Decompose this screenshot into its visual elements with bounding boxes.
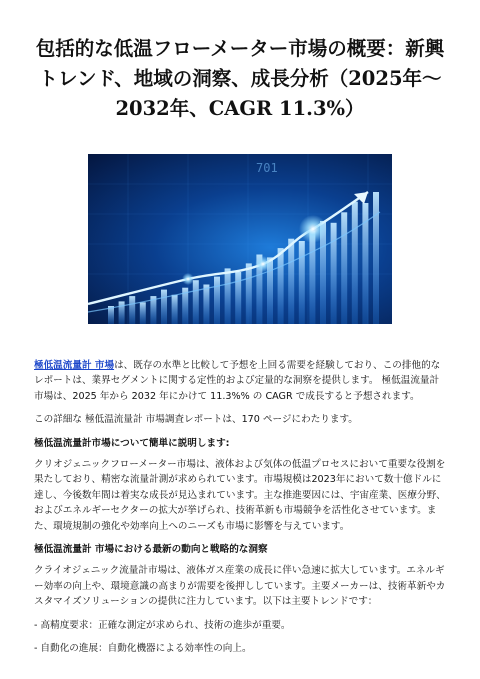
chart-bar	[341, 212, 347, 324]
chart-bar	[129, 296, 135, 324]
chart-bar	[193, 280, 199, 324]
trend-bullet: - 自動化の進展：自動化機器による効率性の向上。	[34, 643, 252, 655]
chart-bar	[299, 241, 305, 324]
chart-bar	[373, 192, 379, 324]
chart-bar	[140, 302, 146, 324]
title-line-2: トレンド、地域の洞察、成長分析（2025年〜	[38, 67, 442, 90]
growth-chart-image	[88, 154, 392, 324]
chart-label: 701	[256, 161, 278, 175]
section-heading-trends: 極低温流量計 市場における最新の動向と戦略的な洞察	[34, 544, 268, 556]
intro-paragraph	[34, 358, 446, 404]
trends-paragraph: クライオジェニック流量計市場は、液体ガス産業の成長に伴い急速に拡大しています。エネルギー効率の向上や、環境意識の高まりが需要を後押ししています。主要メーカーは、技術革新やカスタマイズソリューションの提供に注力しています。以下は主要トレンドです：	[34, 565, 446, 608]
glow-point	[182, 273, 194, 285]
document-title	[34, 34, 446, 124]
overview-paragraph: クリオジェニックフローメーター市場は、液体および気体の低温プロセスにおいて重要な役割を果たしており、精密な流量計測が求められています。市場規模は2023年において数十億ドルに達し、今後数年間は着実な成長が見込まれています。主な推進要因には、宇宙産業、医療分野、およびエネルギーセクターの拡大が挙げられ、技術革新も市場競争を活性化させています。また、環境規制の強化や効率向上へのニーズも市場に影響を与えています。	[34, 459, 446, 532]
chart-bar	[352, 202, 358, 324]
report-pages-paragraph: この詳細な 極低温流量計 市場調査レポートは、170 ページにわたります。	[34, 414, 358, 426]
section-heading-overview: 極低温流量計市場について簡単に説明します:	[34, 437, 230, 449]
chart-bar	[119, 301, 125, 324]
glow-point	[255, 256, 271, 272]
chart-bar	[172, 295, 178, 324]
intro-text: は、既存の水準と比較して予想を上回る需要を経験しており、この排他的なレポートは、業界セグメントに関する定性的および定量的な洞察を提供します。 極低温流量計市場は、2025 年から 2032 年にかけて 11.3%% の CAGR で成長すると予想されます。	[34, 360, 441, 402]
chart-bar	[203, 285, 209, 325]
glow-point	[299, 215, 327, 243]
chart-bar	[246, 263, 252, 324]
chart-bar	[161, 290, 167, 324]
title-line-1: 包括的な低温フローメーター市場の概要：新興	[35, 37, 445, 60]
chart-bar	[331, 223, 337, 324]
chart-bar	[288, 239, 294, 324]
market-link[interactable]: 極低温流量計 市場	[34, 360, 115, 371]
trend-bullet: - 高精度要求：正確な測定が求められ、技術の進歩が重要。	[34, 619, 291, 631]
document-body	[34, 358, 446, 657]
growth-chart-graphic	[88, 154, 392, 324]
chart-bar	[278, 248, 284, 324]
chart-bar	[309, 231, 315, 324]
chart-bar	[214, 277, 220, 324]
chart-bar	[225, 268, 231, 324]
title-line-3: 2032年、CAGR 11.3%）	[115, 97, 365, 120]
chart-bar	[235, 272, 241, 324]
